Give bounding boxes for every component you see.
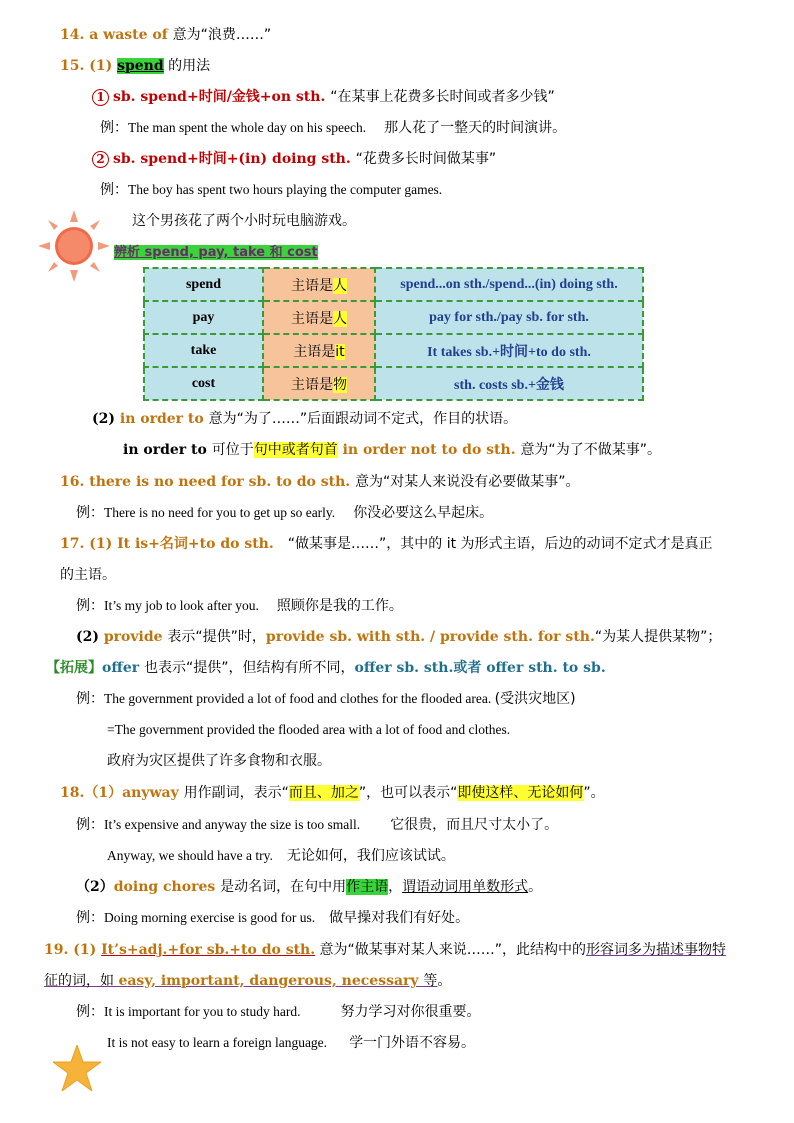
table-cell-subject — [263, 268, 375, 301]
example-label: 例： — [100, 182, 128, 198]
example-1 — [100, 118, 566, 138]
example-19b — [107, 1033, 475, 1053]
example-label: 例： — [76, 910, 104, 926]
item-19 — [44, 940, 726, 960]
key-word: offer — [102, 660, 144, 676]
example-english: =The government provided the flooded area with a lot of food and clothes. — [107, 722, 511, 737]
item-number: （2） — [76, 879, 114, 895]
explanation: ”。 — [583, 785, 605, 801]
example-17 — [76, 596, 403, 616]
explanation: “为某人提供某物”； — [594, 629, 722, 645]
usage-1-meaning: “在某事上花费多长时间或者多少钱” — [330, 89, 555, 105]
example-english: It’s my job to look after you. — [104, 598, 259, 613]
explanation: 可位于 — [211, 442, 254, 458]
table-cell-word: take — [144, 334, 263, 367]
underlined-text: 谓语动词用单数形式 — [402, 879, 529, 895]
extension-note — [46, 658, 606, 678]
circle-number-1: 1 — [92, 89, 109, 106]
item-18 — [60, 783, 605, 803]
example-chinese: 那人花了一整天的时间演讲。 — [384, 120, 567, 136]
usage-2-meaning: “花费多长时间做某事” — [355, 151, 497, 167]
star-icon — [53, 1045, 101, 1091]
table-row — [144, 268, 643, 301]
comparison-heading — [114, 242, 318, 263]
explanation: 。 — [437, 973, 452, 989]
example-chinese: 无论如何，我们应该试试。 — [286, 848, 455, 864]
item-19-cont — [44, 971, 451, 991]
example-chinese: 学一门外语不容易。 — [349, 1035, 476, 1051]
item-17 — [60, 534, 713, 554]
highlight: 即使这样、无论如何 — [457, 785, 584, 801]
subject-text: 主语是 — [291, 310, 333, 327]
item-15-word: spend — [117, 58, 164, 74]
item-16-phrase: 16. there is no need for sb. to do sth. — [60, 474, 356, 490]
key-phrase: in order not to do sth. — [337, 442, 521, 458]
example-19 — [76, 1002, 480, 1022]
example-chinese: 这个男孩花了两个小时玩电脑游戏。 — [132, 213, 356, 229]
example-english: The government provided a lot of food and clothes for the flooded area. — [104, 691, 495, 706]
example-english: Anyway, we should have a try. — [107, 848, 273, 863]
item-17-2 — [76, 627, 721, 647]
usage-2 — [92, 149, 496, 169]
example-chinese: 努力学习对你很重要。 — [340, 1004, 481, 1020]
item-15-title: 的用法 — [163, 58, 211, 74]
explanation: ， — [388, 879, 403, 895]
example-english: Doing morning exercise is good for us. — [104, 910, 316, 925]
example-18 — [76, 815, 558, 835]
explanation: 表示“提供”时， — [167, 629, 266, 645]
highlight: 句中或者句首 — [253, 442, 338, 458]
subject-highlight: it — [335, 343, 345, 360]
key-phrase: in order to — [123, 442, 212, 458]
table-cell-pattern: sth. costs sb.+金钱 — [375, 367, 643, 400]
comparison-table — [143, 267, 644, 401]
example-label: 例： — [76, 598, 104, 614]
underlined-text: 形容词多为描述事物特 — [586, 942, 727, 958]
key-pattern: provide sb. with sth. / provide sth. for sth. — [265, 629, 595, 645]
table-cell-pattern: pay for sth./pay sb. for sth. — [375, 301, 643, 334]
sun-icon — [38, 210, 110, 282]
item-17-phrase: 17. (1) It is+名词+to do sth. — [60, 536, 274, 552]
table-cell-pattern: It takes sb.+时间+to do sth. — [375, 334, 643, 367]
highlight: 而且、加之 — [288, 785, 359, 801]
example-label: 例： — [76, 691, 104, 707]
item-14-phrase: 14. a waste of — [60, 27, 173, 43]
explanation: 也表示“提供”，但结构有所不同， — [144, 660, 355, 676]
item-17-meaning-cont: 的主语。 — [60, 567, 116, 583]
example-english: It is important for you to study hard. — [104, 1004, 301, 1019]
extension-tag: 【拓展】 — [46, 660, 102, 676]
underlined-text: 征的词，如 — [44, 973, 119, 989]
explanation: 意为“为了不做某事”。 — [520, 442, 661, 458]
key-pattern: offer sth. to sb. — [486, 660, 606, 676]
subject-highlight: 物 — [333, 376, 347, 393]
example-18c — [76, 908, 469, 928]
example-18b — [107, 846, 455, 866]
subject-text: 主语是 — [293, 343, 336, 360]
table-cell-subject — [263, 334, 375, 367]
item-15-2-note — [123, 440, 661, 460]
example-16 — [76, 503, 493, 523]
explanation: 。 — [528, 879, 543, 895]
item-16-meaning: 意为“对某人来说没有必要做某事”。 — [355, 474, 580, 490]
explanation: 用作副词，表示“ — [183, 785, 289, 801]
key-pattern: It’s+adj.+for sb.+to do sth. — [101, 942, 316, 958]
subject-text: 主语是 — [291, 376, 333, 393]
table-cell-word: cost — [144, 367, 263, 400]
example-english: There is no need for you to get up so early. — [104, 505, 336, 520]
example-english: The man spent the whole day on his speech. — [128, 120, 367, 135]
example-chinese: 政府为灾区提供了许多食物和衣服。 — [107, 753, 331, 769]
item-14-meaning: 意为“浪费……” — [172, 27, 272, 43]
key-word: doing chores — [113, 879, 221, 895]
key-word: provide — [103, 629, 168, 645]
example-chinese: 你没必要这么早起床。 — [353, 505, 494, 521]
table-cell-word: spend — [144, 268, 263, 301]
item-18-2 — [76, 877, 542, 897]
item-15 — [60, 56, 210, 76]
table-cell-subject — [263, 367, 375, 400]
usage-1 — [92, 87, 555, 107]
example-label: 例： — [76, 1004, 104, 1020]
example-label: 例： — [76, 817, 104, 833]
example-label: 例： — [76, 505, 104, 521]
key-phrase: in order to — [119, 411, 209, 427]
usage-2-formula: sb. spend+时间+(in) doing sth. — [113, 151, 356, 167]
subject-highlight: 人 — [333, 310, 347, 327]
explanation: ”，也可以表示“ — [358, 785, 458, 801]
item-15-number: 15. (1) — [60, 58, 118, 74]
highlight: 作主语 — [346, 879, 389, 895]
explanation: 意为“做某事对某人来说……”，此结构中的 — [315, 942, 587, 958]
table-cell-pattern: spend...on sth./spend...(in) doing sth. — [375, 268, 643, 301]
item-number: (2) — [92, 411, 120, 427]
explanation: 是动名词，在句中用 — [220, 879, 347, 895]
explanation: 意为“为了……”后面跟动词不定式，作目的状语。 — [208, 411, 518, 427]
example-17b — [76, 689, 576, 709]
example-chinese: 做早操对我们有好处。 — [329, 910, 470, 926]
subject-highlight: 人 — [333, 277, 347, 294]
comparison-title: 辨析 spend, pay, take 和 cost — [114, 245, 318, 260]
underlined-text: 等 — [423, 973, 438, 989]
example-english: It’s expensive and anyway the size is too small. — [104, 817, 361, 832]
example-label: 例： — [100, 120, 128, 136]
example-chinese: 它很贵，而且尺寸太小了。 — [390, 817, 559, 833]
table-row — [144, 367, 643, 400]
item-15-2 — [92, 409, 517, 429]
example-words: easy, important, dangerous, necessary — [118, 973, 424, 989]
example-chinese: 照顾你是我的工作。 — [276, 598, 403, 614]
item-number: 18.（1） — [60, 785, 123, 801]
usage-1-formula: sb. spend+时间/金钱+on sth. — [113, 89, 331, 105]
example-english: The boy has spent two hours playing the computer games. — [128, 182, 443, 197]
key-word: anyway — [122, 785, 184, 801]
table-cell-subject — [263, 301, 375, 334]
key-pattern: offer sb. sth. — [354, 660, 454, 676]
table-row — [144, 301, 643, 334]
circle-number-2: 2 — [92, 151, 109, 168]
item-number: (2) — [76, 629, 104, 645]
example-english: It is not easy to learn a foreign language. — [107, 1035, 328, 1050]
table-cell-word: pay — [144, 301, 263, 334]
item-16 — [60, 472, 580, 492]
item-14 — [60, 25, 271, 45]
example-note: (受洪灾地区) — [494, 691, 576, 707]
table-row — [144, 334, 643, 367]
subject-text: 主语是 — [291, 277, 333, 294]
item-number: 19. (1) — [44, 942, 102, 958]
example-2 — [100, 180, 442, 200]
item-17-meaning: “做某事是……”，其中的 it 为形式主语，后边的动词不定式才是真正 — [287, 536, 713, 552]
connector: 或者 — [453, 660, 487, 676]
